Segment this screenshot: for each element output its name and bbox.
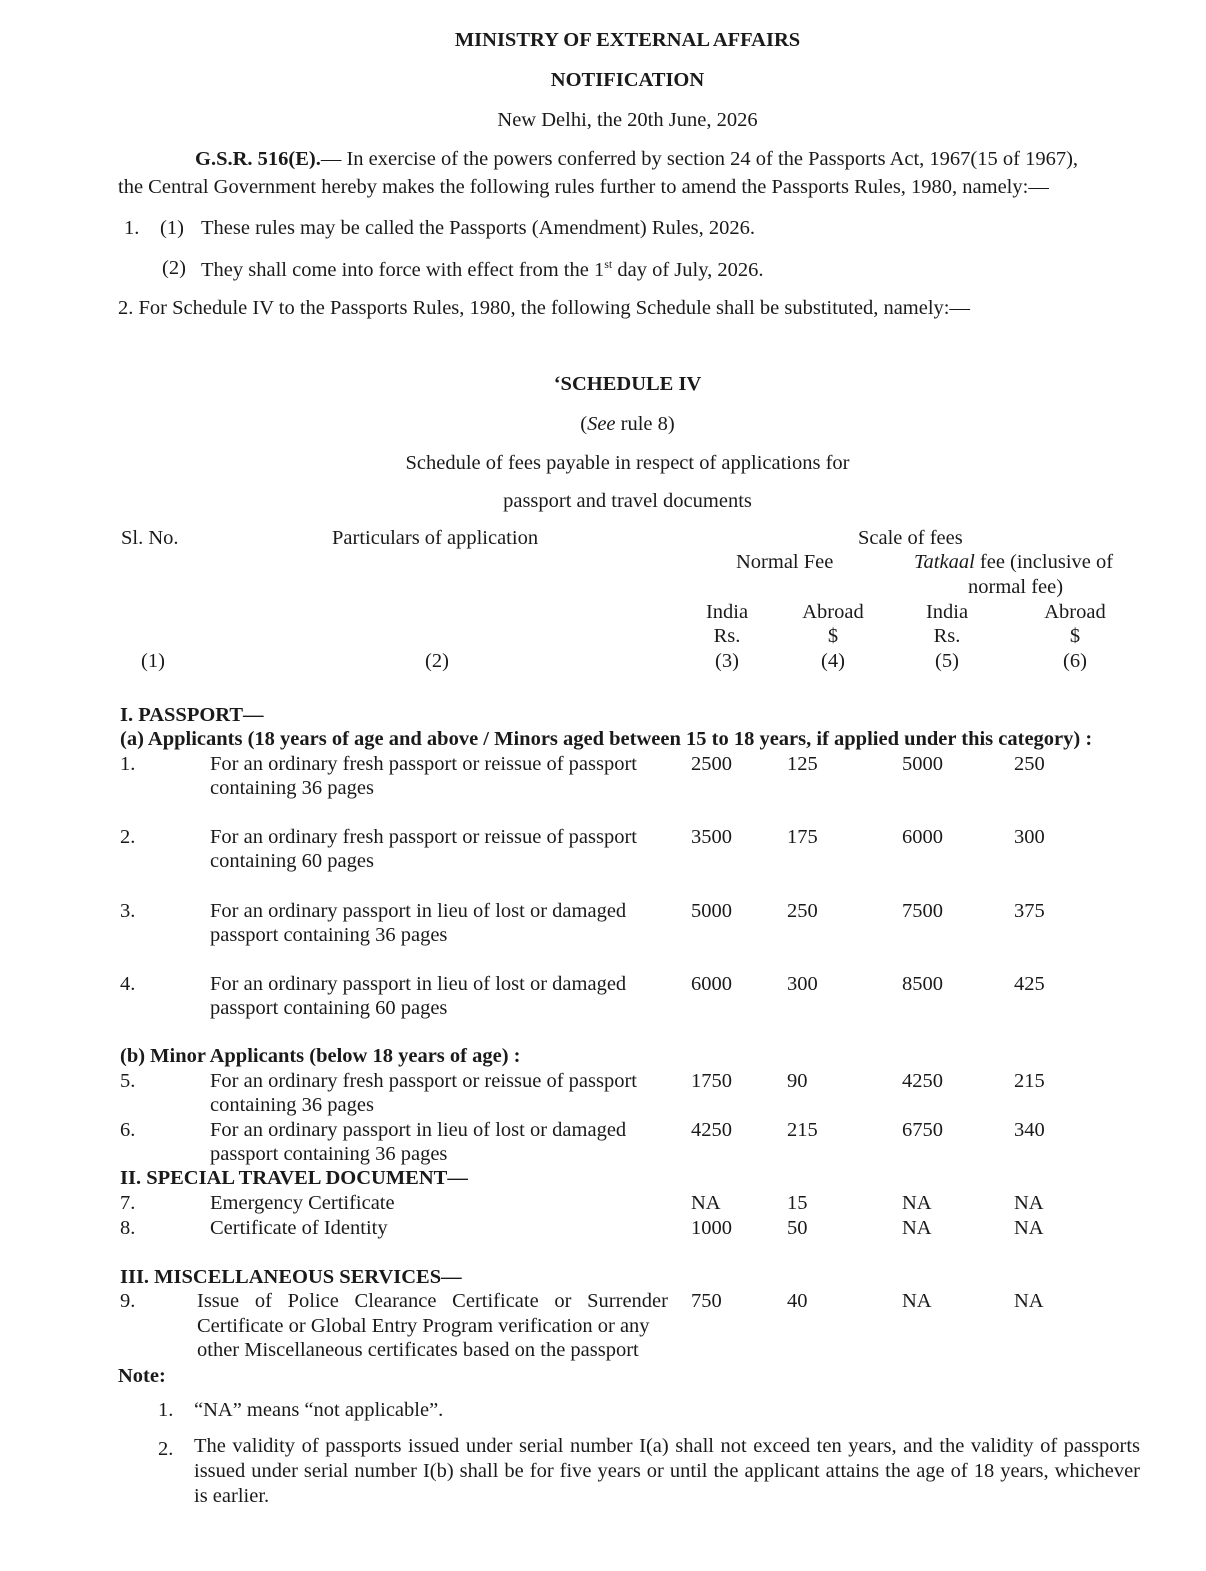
note-1-number: 1.	[158, 1399, 174, 1421]
row-9-normal-abroad: 40	[787, 1290, 808, 1312]
header-usd-normal: $	[827, 625, 839, 647]
schedule-description-2: passport and travel documents	[503, 490, 752, 512]
section-passport-heading: I. PASSPORT—	[120, 704, 264, 726]
header-abroad-normal: Abroad	[802, 601, 864, 623]
place-date: New Delhi, the 20th June, 2026	[497, 109, 758, 131]
row-4-normal-india: 6000	[691, 973, 732, 995]
ministry-title: MINISTRY OF EXTERNAL AFFAIRS	[454, 29, 801, 51]
subsection-a-heading: (a) Applicants (18 years of age and above / Minors aged between 15 to 18 years, if applied under this category) :	[120, 728, 1093, 750]
row-1-normal-india: 2500	[691, 753, 732, 775]
header-abroad-tatkaal: Abroad	[1044, 601, 1106, 623]
row-2-normal-abroad: 175	[787, 826, 818, 848]
row-6-tatkaal-india: 6750	[902, 1119, 943, 1141]
row-1-particulars-line2: containing 36 pages	[210, 777, 374, 799]
row-8-tatkaal-abroad: NA	[1014, 1217, 1044, 1239]
row-6-particulars-line1: For an ordinary passport in lieu of lost or damaged	[210, 1119, 627, 1141]
column-number-2: (2)	[425, 650, 449, 672]
clause-1-number: 1.	[124, 217, 140, 239]
header-particulars: Particulars of application	[332, 527, 539, 549]
row-2-particulars-line2: containing 60 pages	[210, 850, 374, 872]
row-4-normal-abroad: 300	[787, 973, 818, 995]
tatkaal-word: Tatkaal	[914, 551, 975, 573]
clause-1-2-text	[201, 258, 764, 280]
row-9-normal-india: 750	[691, 1290, 722, 1312]
row-5-particulars-line2: containing 36 pages	[210, 1094, 374, 1116]
see-rest: rule 8)	[615, 413, 675, 435]
row-3-particulars-line2: passport containing 36 pages	[210, 924, 448, 946]
row-2-normal-india: 3500	[691, 826, 732, 848]
row-6-normal-india: 4250	[691, 1119, 732, 1141]
row-4-particulars-line2: passport containing 60 pages	[210, 997, 448, 1019]
row-3-tatkaal-abroad: 375	[1014, 900, 1045, 922]
header-scale-of-fees: Scale of fees	[858, 527, 963, 549]
subsection-b-heading: (b) Minor Applicants (below 18 years of age) :	[120, 1045, 521, 1067]
row-5-normal-abroad: 90	[787, 1070, 808, 1092]
clause-2-text: 2. For Schedule IV to the Passports Rules, 1980, the following Schedule shall be substituted, namely:—	[118, 297, 970, 319]
row-9-tatkaal-abroad: NA	[1014, 1290, 1044, 1312]
preamble-line2: the Central Government hereby makes the following rules further to amend the Passports Rules, 1980, namely:—	[118, 176, 1049, 198]
row-3-tatkaal-india: 7500	[902, 900, 943, 922]
clause-1-2-text-b: day of July, 2026.	[612, 258, 764, 281]
row-7-tatkaal-abroad: NA	[1014, 1192, 1044, 1214]
row-1-particulars-line1: For an ordinary fresh passport or reissue of passport	[210, 753, 637, 775]
tatkaal-rest: fee (inclusive of	[974, 551, 1114, 573]
section-misc-services-heading: III. MISCELLANEOUS SERVICES—	[120, 1266, 462, 1288]
row-3-sl: 3.	[120, 900, 136, 922]
note-2-number: 2.	[158, 1438, 174, 1460]
row-9-tatkaal-india: NA	[902, 1290, 932, 1312]
column-number-3: (3)	[715, 650, 739, 672]
schedule-description-1: Schedule of fees payable in respect of applications for	[405, 452, 850, 474]
row-1-tatkaal-abroad: 250	[1014, 753, 1045, 775]
header-rs-normal: Rs.	[713, 625, 741, 647]
row-1-sl: 1.	[120, 753, 136, 775]
clause-1-2-number: (2)	[162, 257, 186, 279]
row-5-sl: 5.	[120, 1070, 136, 1092]
ordinal-suffix: st	[604, 257, 613, 271]
row-5-tatkaal-abroad: 215	[1014, 1070, 1045, 1092]
header-india-tatkaal: India	[925, 601, 969, 623]
clause-1-1-text: These rules may be called the Passports (Amendment) Rules, 2026.	[201, 217, 755, 239]
row-7-tatkaal-india: NA	[902, 1192, 932, 1214]
preamble-line1	[195, 149, 1078, 170]
row-6-sl: 6.	[120, 1119, 136, 1141]
column-number-5: (5)	[935, 650, 959, 672]
column-number-6: (6)	[1063, 650, 1087, 672]
row-8-normal-india: 1000	[691, 1217, 732, 1239]
header-india-normal: India	[705, 601, 749, 623]
row-5-tatkaal-india: 4250	[902, 1070, 943, 1092]
see-word: See	[587, 413, 616, 435]
row-5-particulars-line1: For an ordinary fresh passport or reissue of passport	[210, 1070, 637, 1092]
see-open-paren: (	[580, 413, 588, 435]
preamble-line1-text: — In exercise of the powers conferred by section 24 of the Passports Act, 1967(15 of 1967),	[320, 148, 1079, 170]
gsr-number: G.S.R. 516(E).	[195, 148, 321, 170]
header-rs-tatkaal: Rs.	[933, 625, 961, 647]
row-5-normal-india: 1750	[691, 1070, 732, 1092]
note-heading: Note:	[118, 1365, 166, 1387]
header-tatkaal-fee-line2: normal fee)	[968, 576, 1064, 598]
row-7-normal-india: NA	[691, 1192, 721, 1214]
row-4-particulars-line1: For an ordinary passport in lieu of lost or damaged	[210, 973, 627, 995]
row-7-sl: 7.	[120, 1192, 136, 1214]
row-9-sl: 9.	[120, 1290, 136, 1312]
row-6-tatkaal-abroad: 340	[1014, 1119, 1045, 1141]
row-2-tatkaal-abroad: 300	[1014, 826, 1045, 848]
row-1-tatkaal-india: 5000	[902, 753, 943, 775]
row-4-tatkaal-india: 8500	[902, 973, 943, 995]
notification-title: NOTIFICATION	[550, 69, 705, 91]
row-6-normal-abroad: 215	[787, 1119, 818, 1141]
row-8-tatkaal-india: NA	[902, 1217, 932, 1239]
header-sl-no: Sl. No.	[121, 527, 179, 549]
row-9-particulars-line3: other Miscellaneous certificates based on the passport	[197, 1339, 639, 1361]
column-number-4: (4)	[821, 650, 845, 672]
row-1-normal-abroad: 125	[787, 753, 818, 775]
header-tatkaal-fee	[914, 552, 1113, 573]
clause-1-1-number: (1)	[160, 217, 184, 239]
row-4-tatkaal-abroad: 425	[1014, 973, 1045, 995]
row-7-normal-abroad: 15	[787, 1192, 808, 1214]
row-9-particulars-line1: Issue of Police Clearance Certificate or Surrender	[197, 1290, 668, 1312]
note-1-text: “NA” means “not applicable”.	[194, 1399, 444, 1421]
schedule-see-rule	[0, 414, 1206, 435]
column-number-1: (1)	[141, 650, 165, 672]
row-3-particulars-line1: For an ordinary passport in lieu of lost or damaged	[210, 900, 627, 922]
row-8-particulars: Certificate of Identity	[210, 1217, 388, 1239]
row-8-sl: 8.	[120, 1217, 136, 1239]
row-7-particulars: Emergency Certificate	[210, 1192, 395, 1214]
section-special-travel-heading: II. SPECIAL TRAVEL DOCUMENT—	[120, 1167, 468, 1189]
row-6-particulars-line2: passport containing 36 pages	[210, 1143, 448, 1165]
row-2-sl: 2.	[120, 826, 136, 848]
row-4-sl: 4.	[120, 973, 136, 995]
schedule-title: ‘SCHEDULE IV	[553, 373, 702, 395]
row-3-normal-india: 5000	[691, 900, 732, 922]
header-normal-fee: Normal Fee	[736, 551, 834, 573]
row-2-particulars-line1: For an ordinary fresh passport or reissue of passport	[210, 826, 637, 848]
row-9-particulars-line2: Certificate or Global Entry Program verification or any	[197, 1315, 650, 1337]
row-2-tatkaal-india: 6000	[902, 826, 943, 848]
row-3-normal-abroad: 250	[787, 900, 818, 922]
clause-1-2-text-a: They shall come into force with effect from the 1	[201, 258, 605, 281]
row-8-normal-abroad: 50	[787, 1217, 808, 1239]
note-2-text: The validity of passports issued under serial number I(a) shall not exceed ten years, and the validity of passports issued under serial number I(b) shall be for five years or until the applicant attains the age of 18 years, whichever is earlier.	[194, 1435, 1140, 1507]
header-usd-tatkaal: $	[1069, 625, 1081, 647]
